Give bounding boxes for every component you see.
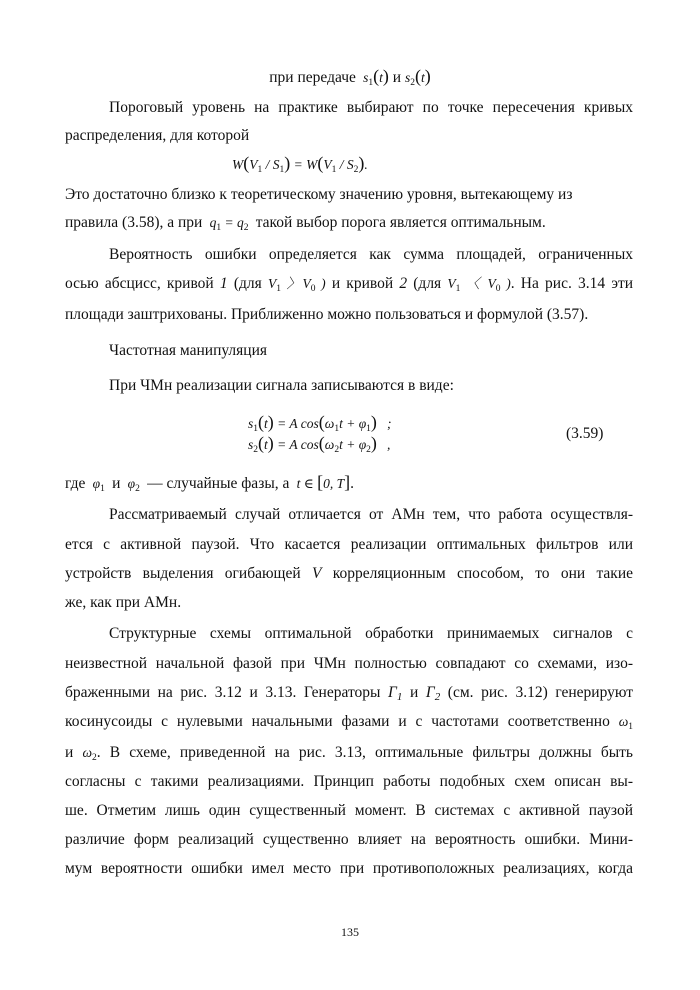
formula-s2t: $s_2(t)$ (404, 66, 431, 88)
paragraph-line: различие форм реализаций существенно влияет на вероятность ошибки. Мини- (65, 831, 633, 848)
paragraph-line: При ЧМн реализации сигнала записываются в виде: (109, 377, 454, 394)
equation-number: (3.59) (566, 425, 604, 442)
paragraph-line: распределения, для которой (65, 127, 250, 144)
formula-s2-cos: $s_2(t) = A$ $\cos(\omega_2t + \varphi_2)$ , (248, 433, 391, 455)
formula-omega1: $\omega_1$ (618, 714, 633, 732)
paragraph-line: ше. Отметим лишь один существенный момент. В системах с активной паузой (65, 802, 633, 819)
caption-line: при передаче $s_1(t)$ и $s_2(t)$ (269, 66, 431, 88)
paragraph-line: устройств выделения огибающей V корреляционным способом, то они такие (65, 565, 634, 582)
formula-v1-gt-v0: $V_1$ 〉$V_0$ ) (267, 276, 326, 294)
paragraph-line: площади заштрихованы. Приближенно можно пользоваться и формулой (3.57). (65, 306, 589, 323)
page-number: 135 (341, 925, 359, 939)
paragraph-line: согласны с такими реализациями. Принцип работы подобных схем описан вы- (65, 773, 633, 790)
formula-q1-eq-q2: $q_1 = q_2$ (206, 215, 249, 233)
formula-omega2: $\omega_2$ (82, 745, 97, 763)
paragraph-line: и $\omega_2$. В схеме, приведенной на рис. 3.13, оптимальные фильтры должны быть (65, 744, 633, 763)
paragraph-line: Рассматриваемый случай отличается от АМн тем, что работа осуществля- (109, 506, 633, 523)
paragraph-line: Это достаточно близко к теоретическому значению уровня, вытекающему из (65, 186, 573, 203)
paragraph-line: правила (3.58), а при $q_1 = q_2$ такой выбор порога является оптимальным. (65, 214, 546, 233)
paragraph-line: где $\varphi_1$ и $\varphi_2$ — случайные фазы, а t ∈ [0, T]. (65, 472, 354, 494)
paragraph-line: браженными на рис. 3.12 и 3.13. Генераторы Г1 и Г2 (см. рис. 3.12) генерируют (65, 684, 634, 703)
section-heading: Частотная манипуляция (109, 342, 268, 359)
formula-phi2: $\varphi_2$ (124, 476, 140, 494)
paragraph-line: осью абсцисс, кривой 1 (для $V_1$ 〉$V_0$ ) и кривой 2 (для $V_1$ 〈 $V_0$ ). На рис. 3.14 эти (65, 275, 634, 294)
formula-v1-lt-v0: $V_1$ 〈 $V_0$ ) (447, 276, 511, 294)
paragraph-line: косинусоиды с нулевыми начальными фазами и с частотами соответственно $\omega_1$ (65, 713, 633, 732)
paragraph-line: же, как при АМн. (65, 594, 182, 611)
formula-t-interval: t ∈ [0, T] (293, 472, 351, 492)
formula-s1-cos: $s_1(t) = A$ $\cos(\omega_1t + \varphi_1)$ ; (248, 412, 392, 434)
paragraph-line: мум вероятности ошибки имел место при противоположных реализациях, когда (65, 860, 633, 877)
paragraph-line: Вероятность ошибки определяется как сумма площадей, ограниченных (109, 246, 633, 263)
formula-phi1: $\varphi_1$ (89, 476, 105, 494)
paragraph-line: Пороговый уровень на практике выбирают по точке пересечения кривых (109, 99, 633, 116)
generator-g1: Г1 (388, 684, 403, 703)
paragraph-line: ется с активной паузой. Что касается реализации оптимальных фильтров или (65, 536, 633, 553)
paragraph-line: неизвестной начальной фазой при ЧМн полностью совпадают со схемами, изо- (65, 655, 633, 672)
formula-s1t: $s_1(t)$ (359, 66, 389, 88)
paragraph-line: Структурные схемы оптимальной обработки принимаемых сигналов с (109, 625, 633, 642)
formula-threshold: $W(V_1 / S_1) = W(V_1 / S_2)$. (232, 153, 368, 175)
generator-g2: Г2 (425, 684, 441, 703)
